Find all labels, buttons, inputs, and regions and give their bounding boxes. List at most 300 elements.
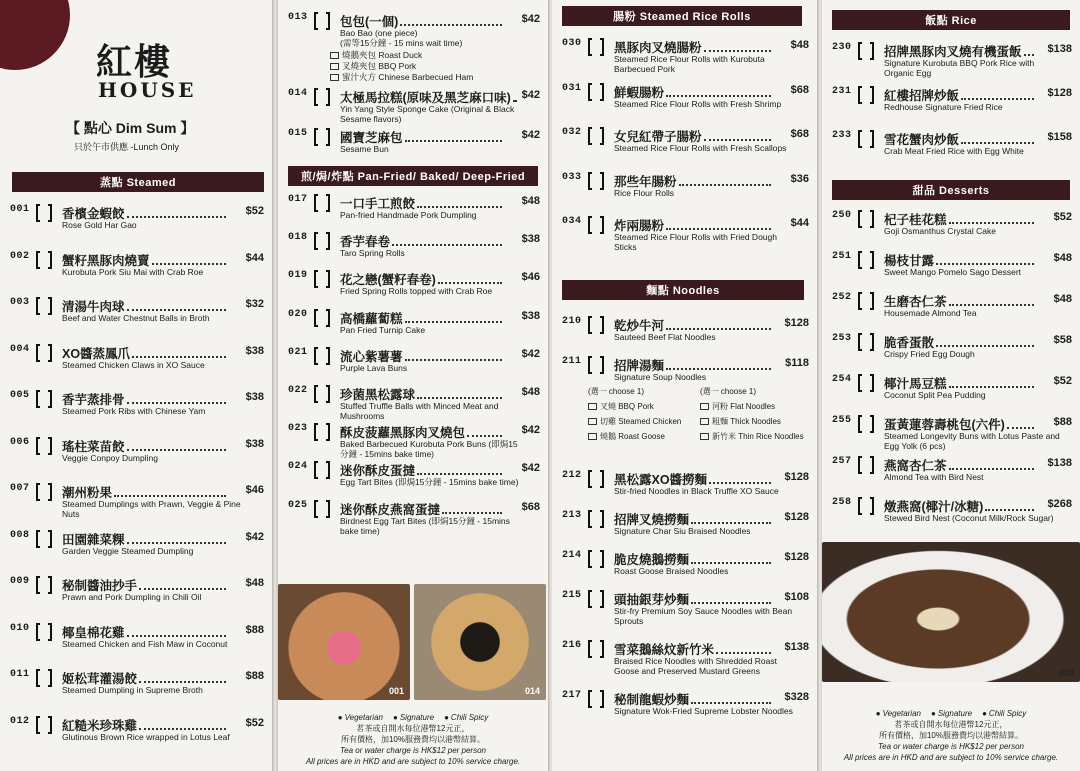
menu-item[interactable] bbox=[822, 42, 1080, 86]
item-name-en: Crab Meat Fried Rice with Egg White bbox=[884, 146, 1024, 156]
item-price: $58 bbox=[1053, 334, 1072, 346]
leader-dots bbox=[392, 238, 502, 246]
item-price: $128 bbox=[784, 511, 809, 523]
item-name-en: Sauteed Beef Flat Noodles bbox=[614, 332, 716, 342]
legend-vegetarian: ● Vegetarian bbox=[338, 712, 383, 723]
order-checkbox[interactable] bbox=[588, 127, 604, 145]
leader-dots bbox=[666, 222, 771, 230]
menu-item[interactable] bbox=[552, 510, 817, 554]
menu-item[interactable] bbox=[552, 590, 817, 634]
item-price: $42 bbox=[521, 347, 540, 360]
item-code: 251 bbox=[832, 251, 852, 262]
item-code: 254 bbox=[832, 374, 852, 385]
item-code: 019 bbox=[288, 270, 308, 282]
choice-option[interactable]: 河粉 Flat Noodles bbox=[700, 401, 804, 412]
leader-dots bbox=[132, 350, 226, 358]
item-name-en: Steamed Rice Flour Rolls with Fresh Scallops bbox=[614, 143, 787, 153]
menu-item[interactable] bbox=[0, 204, 272, 248]
item-name-en: Signature Char Siu Braised Noodles bbox=[614, 526, 751, 536]
menu-item[interactable] bbox=[0, 437, 272, 481]
item-name-zh: 香芋春卷 bbox=[340, 235, 391, 250]
item-name-en: Steamed Longevity Buns with Lotus Paste and Egg Yolk (6 pcs) bbox=[884, 431, 1060, 451]
item-name-en: Veggie Conpoy Dumpling bbox=[62, 452, 158, 463]
menu-item[interactable] bbox=[552, 550, 817, 594]
item-code: 008 bbox=[10, 529, 30, 541]
item-price: $38 bbox=[521, 233, 540, 246]
menu-item[interactable] bbox=[822, 333, 1080, 377]
menu-item[interactable] bbox=[552, 83, 817, 127]
item-name-en: Glutinous Brown Rice wrapped in Lotus Leaf bbox=[62, 731, 230, 742]
item-name-zh: 炸兩腸粉 bbox=[614, 219, 665, 233]
order-checkbox[interactable] bbox=[36, 576, 52, 594]
photo-number: 003 bbox=[1058, 668, 1074, 678]
item-name-zh: 鮮蝦腸粉 bbox=[614, 85, 665, 100]
leader-dots bbox=[691, 556, 771, 564]
section-steamed: 蒸點 Steamed bbox=[12, 172, 264, 192]
item-price: $128 bbox=[784, 317, 809, 329]
item-code: 034 bbox=[562, 216, 582, 227]
item-name-en: Stir-fried Noodles in Black Truffle XO Sauce bbox=[614, 486, 779, 496]
leader-dots bbox=[127, 396, 226, 404]
order-checkbox[interactable] bbox=[314, 128, 330, 146]
item-name-en: Rose Gold Har Gao bbox=[62, 220, 137, 230]
dimsum-title: 【 點心 Dim Sum 】 bbox=[66, 120, 195, 136]
order-checkbox[interactable] bbox=[36, 204, 52, 222]
item-price: $42 bbox=[521, 13, 540, 25]
item-name-zh: 紅樓招牌炒飯 bbox=[884, 89, 960, 103]
item-code: 002 bbox=[10, 250, 30, 262]
menu-item[interactable] bbox=[552, 172, 817, 216]
footer-panel-4 bbox=[828, 708, 1074, 763]
menu-item[interactable] bbox=[278, 88, 548, 124]
item-option[interactable]: 叉燒夾包 BBQ Pork bbox=[330, 61, 510, 71]
order-checkbox[interactable] bbox=[314, 385, 330, 403]
item-name-en: Almond Tea with Bird Nest bbox=[884, 472, 984, 482]
footer-zh-1: 茗茶或自開水每位港幣12元正， bbox=[894, 720, 1008, 729]
item-price: $38 bbox=[245, 391, 264, 403]
leader-dots bbox=[936, 339, 1034, 347]
item-name-en: Prawn and Pork Dumpling in Chili Oil bbox=[62, 592, 202, 602]
item-code: 030 bbox=[562, 38, 582, 49]
menu-item[interactable] bbox=[278, 500, 548, 544]
section-rice: 飯點 Rice bbox=[832, 10, 1070, 30]
item-name-zh: XO醬蒸鳳爪 bbox=[62, 346, 131, 361]
item-name-en: Garden Veggie Steamed Dumpling bbox=[62, 545, 194, 556]
order-checkbox[interactable] bbox=[858, 333, 874, 351]
item-name-en: Braised Rice Noodles with Shredded Roast Goose and Preserved Mustard Greens bbox=[614, 656, 778, 676]
menu-item[interactable] bbox=[822, 292, 1080, 336]
order-checkbox[interactable] bbox=[588, 172, 604, 190]
item-code: 012 bbox=[10, 715, 30, 727]
item-name-en: Stir-fry Premium Soy Sauce Noodles with Bean Sprouts bbox=[614, 606, 793, 626]
legend-vegetarian: ● Vegetarian bbox=[876, 708, 921, 719]
menu-item[interactable] bbox=[552, 316, 817, 360]
item-code: 025 bbox=[288, 499, 308, 511]
leader-dots bbox=[716, 646, 771, 654]
item-price: $38 bbox=[245, 344, 264, 357]
leader-dots bbox=[127, 210, 226, 218]
order-checkbox[interactable] bbox=[588, 470, 604, 488]
menu-item[interactable] bbox=[822, 374, 1080, 418]
footer-zh-2: 所有價格，加10%服務費均以港幣結算。 bbox=[340, 735, 485, 744]
menu-item[interactable] bbox=[822, 210, 1080, 254]
order-checkbox[interactable] bbox=[314, 232, 330, 250]
item-name-zh: 燉燕窩(椰汁/冰糖) bbox=[884, 500, 984, 514]
item-name-zh: 清湯牛肉球 bbox=[62, 300, 125, 314]
item-price: $158 bbox=[1047, 131, 1072, 143]
menu-item[interactable] bbox=[552, 640, 817, 684]
item-price: $52 bbox=[245, 205, 264, 217]
item-code: 258 bbox=[832, 497, 852, 508]
item-name-en: Goji Osmanthus Crystal Cake bbox=[884, 226, 996, 236]
legend bbox=[828, 708, 1074, 719]
menu-item[interactable] bbox=[552, 216, 817, 260]
item-name-en: Steamed Pork Ribs with Chinese Yam bbox=[62, 406, 206, 416]
item-name-en: Steamed Dumpling in Supreme Broth bbox=[62, 685, 203, 695]
order-checkbox[interactable] bbox=[314, 270, 330, 288]
menu-item[interactable] bbox=[0, 483, 272, 527]
item-name-zh: 珍菌黑松露球 bbox=[340, 388, 416, 402]
menu-item[interactable] bbox=[0, 251, 272, 295]
item-code: 015 bbox=[288, 128, 308, 139]
item-price: $328 bbox=[784, 691, 809, 703]
order-checkbox[interactable] bbox=[858, 42, 874, 60]
leader-dots bbox=[985, 503, 1034, 511]
item-code: 215 bbox=[562, 590, 582, 601]
item-code: 005 bbox=[10, 390, 30, 401]
order-checkbox[interactable] bbox=[314, 500, 330, 518]
item-code: 214 bbox=[562, 550, 582, 561]
order-checkbox[interactable] bbox=[36, 297, 52, 315]
order-checkbox[interactable] bbox=[588, 83, 604, 101]
item-price: $88 bbox=[1053, 416, 1072, 428]
menu-item[interactable] bbox=[0, 716, 272, 760]
leader-dots bbox=[1024, 48, 1034, 56]
item-price: $36 bbox=[790, 172, 809, 185]
menu-item[interactable] bbox=[822, 415, 1080, 459]
item-option[interactable]: 燒鵝夾包 Roast Duck bbox=[330, 50, 510, 60]
order-checkbox[interactable] bbox=[314, 423, 330, 441]
menu-item[interactable] bbox=[822, 456, 1080, 500]
menu-panel-2 bbox=[278, 0, 548, 771]
leader-dots bbox=[139, 675, 226, 683]
order-checkbox[interactable] bbox=[588, 590, 604, 608]
order-checkbox[interactable] bbox=[36, 344, 52, 362]
photo-dessert bbox=[822, 542, 1080, 682]
order-checkbox[interactable] bbox=[36, 390, 52, 408]
photo-har-gao bbox=[278, 584, 410, 700]
leader-dots bbox=[666, 89, 771, 97]
item-name-zh: 生磨杏仁茶 bbox=[884, 295, 947, 309]
order-checkbox[interactable] bbox=[36, 483, 52, 501]
choice-option[interactable]: 新竹米 Thin Rice Noodles bbox=[700, 431, 804, 442]
order-checkbox[interactable] bbox=[588, 510, 604, 528]
order-checkbox[interactable] bbox=[588, 316, 604, 334]
item-price: $38 bbox=[521, 309, 540, 322]
leader-dots bbox=[679, 178, 771, 186]
item-name-zh: 蟹籽黑豚肉燒賣 bbox=[62, 253, 150, 268]
order-checkbox[interactable] bbox=[858, 292, 874, 310]
item-name-zh: 頭抽銀芽炒麵 bbox=[614, 593, 690, 607]
item-name-zh: 黑豚肉叉燒腸粉 bbox=[614, 41, 702, 55]
leader-dots bbox=[936, 257, 1034, 265]
item-name-en: Roast Goose Braised Noodles bbox=[614, 566, 729, 576]
order-checkbox[interactable] bbox=[858, 251, 874, 269]
item-name-en: Bao Bao (one piece) bbox=[340, 28, 418, 38]
item-name-zh: 楊枝甘露 bbox=[884, 254, 935, 268]
item-name-zh: 秘制龍蝦炒麵 bbox=[614, 693, 690, 707]
leader-dots bbox=[467, 429, 502, 437]
item-name-zh: 流心紫薯薯 bbox=[340, 349, 403, 364]
item-code: 021 bbox=[288, 346, 308, 358]
leader-dots bbox=[127, 303, 226, 311]
item-price: $48 bbox=[790, 39, 809, 51]
photo-number: 001 bbox=[388, 686, 404, 696]
item-name-zh: 燕窩杏仁茶 bbox=[884, 459, 947, 473]
order-checkbox[interactable] bbox=[36, 437, 52, 455]
item-code: 217 bbox=[562, 690, 582, 701]
menu-item[interactable] bbox=[0, 297, 272, 341]
item-name-zh: 紅糙米珍珠雞 bbox=[62, 718, 138, 733]
section-rolls: 腸粉 Steamed Rice Rolls bbox=[562, 6, 802, 26]
leader-dots bbox=[139, 582, 226, 590]
choice-option[interactable]: 叉燒 BBQ Pork bbox=[588, 401, 681, 412]
legend-signature: ● Signature bbox=[393, 712, 434, 723]
legend bbox=[284, 712, 542, 723]
section-desserts: 甜品 Desserts bbox=[832, 180, 1070, 200]
item-code: 009 bbox=[10, 576, 30, 587]
order-checkbox[interactable] bbox=[314, 309, 330, 327]
item-name-en: Stewed Bird Nest (Coconut Milk/Rock Sugar) bbox=[884, 513, 1054, 523]
menu-item[interactable] bbox=[822, 86, 1080, 130]
leader-dots bbox=[139, 722, 226, 730]
order-checkbox[interactable] bbox=[588, 640, 604, 658]
item-code: 007 bbox=[10, 483, 30, 494]
item-name-zh: 招牌叉燒撈麵 bbox=[614, 513, 690, 527]
item-code: 013 bbox=[288, 12, 308, 23]
footer-zh-1: 茗茶或自開水每位港幣12元正， bbox=[356, 724, 470, 733]
item-name-en: Steamed Rice Flour Rolls with Fresh Shrimp bbox=[614, 98, 782, 109]
order-checkbox[interactable] bbox=[588, 216, 604, 234]
item-name-en: Beef and Water Chestnut Balls in Broth bbox=[62, 313, 210, 323]
item-name-en: Housemade Almond Tea bbox=[884, 308, 977, 318]
order-checkbox[interactable] bbox=[858, 86, 874, 104]
order-checkbox[interactable] bbox=[858, 497, 874, 515]
leader-dots bbox=[691, 516, 771, 524]
item-code: 010 bbox=[10, 622, 30, 634]
item-name-en: Egg Tart Bites (即焗15分鐘 - 15mins bake time) bbox=[340, 477, 519, 488]
leader-dots bbox=[405, 353, 502, 361]
leader-dots bbox=[949, 298, 1034, 306]
item-price: $32 bbox=[245, 298, 264, 310]
item-code: 257 bbox=[832, 456, 852, 467]
menu-item[interactable] bbox=[0, 669, 272, 713]
item-name-zh: 女兒紅帶子腸粉 bbox=[614, 130, 702, 144]
item-price: $42 bbox=[521, 89, 540, 101]
menu-item[interactable] bbox=[0, 530, 272, 574]
order-checkbox[interactable] bbox=[314, 461, 330, 479]
menu-item[interactable] bbox=[278, 12, 548, 84]
item-name-en: Steamed Rice Flour Rolls with Kurobuta Barbecued Pork bbox=[614, 54, 765, 74]
item-price: $52 bbox=[245, 716, 264, 729]
item-name-zh: 乾炒牛河 bbox=[614, 319, 665, 333]
menu-item[interactable] bbox=[552, 690, 817, 734]
menu-item[interactable] bbox=[822, 497, 1080, 541]
lunch-note: 只於午市供應 -Lunch Only bbox=[74, 142, 180, 152]
footer-en-1: Tea or water charge is HK$12 per person bbox=[339, 746, 486, 755]
item-name-zh: 秘制醬油抄手 bbox=[62, 579, 138, 593]
item-name-en: Sweet Mango Pomelo Sago Dessert bbox=[884, 267, 1022, 277]
choice-option[interactable]: 切雞 Steamed Chicken bbox=[588, 416, 681, 427]
item-code: 022 bbox=[288, 385, 308, 396]
item-name-zh: 椰汁馬豆糕 bbox=[884, 377, 947, 391]
item-name-zh: 那些年腸粉 bbox=[614, 174, 677, 189]
order-checkbox[interactable] bbox=[858, 210, 874, 228]
order-checkbox[interactable] bbox=[858, 415, 874, 433]
item-name-zh: 香芋蒸排骨 bbox=[62, 393, 125, 407]
item-name-en: Redhouse Signature Fried Rice bbox=[884, 102, 1003, 112]
item-price: $52 bbox=[1053, 375, 1072, 387]
menu-item[interactable] bbox=[0, 390, 272, 434]
leader-dots bbox=[961, 92, 1034, 100]
leader-dots bbox=[709, 476, 771, 484]
choice-title: (選一 choose 1) bbox=[700, 387, 757, 396]
leader-dots bbox=[127, 536, 226, 544]
leader-dots bbox=[691, 696, 771, 704]
leader-dots bbox=[417, 467, 502, 475]
order-checkbox[interactable] bbox=[314, 12, 330, 30]
item-name-zh: 迷你酥皮燕窩蛋撻 bbox=[340, 502, 441, 517]
item-price: $42 bbox=[521, 424, 540, 437]
legend-signature: ● Signature bbox=[931, 708, 972, 719]
item-price: $68 bbox=[790, 83, 809, 96]
leader-dots bbox=[114, 489, 226, 497]
order-checkbox[interactable] bbox=[314, 194, 330, 212]
choice-title: (選一 choose 1) bbox=[588, 387, 645, 396]
item-name-zh: 潮州粉果 bbox=[62, 486, 113, 500]
leader-dots bbox=[417, 391, 502, 399]
menu-item[interactable] bbox=[0, 623, 272, 667]
menu-item[interactable] bbox=[278, 128, 548, 164]
order-checkbox[interactable] bbox=[858, 456, 874, 474]
leader-dots bbox=[1007, 421, 1034, 429]
item-price: $138 bbox=[784, 641, 809, 653]
footer-zh-2: 所有價格，加10%服務費均以港幣結算。 bbox=[878, 731, 1023, 740]
item-name-zh: 酥皮菠蘿黑豚肉叉燒包 bbox=[340, 426, 466, 441]
item-price: $138 bbox=[1047, 43, 1072, 55]
leader-dots bbox=[949, 380, 1034, 388]
menu-item[interactable] bbox=[822, 130, 1080, 174]
item-price: $48 bbox=[245, 577, 264, 589]
order-checkbox[interactable] bbox=[858, 374, 874, 392]
item-note: (需等15分鐘 - 15 mins wait time) bbox=[340, 38, 463, 48]
item-code: 211 bbox=[562, 356, 582, 367]
choice-option[interactable]: 粗麵 Thick Noodles bbox=[700, 416, 804, 427]
item-code: 020 bbox=[288, 308, 308, 320]
legend-chili: ● Chili Spicy bbox=[982, 708, 1026, 719]
item-name-en: Yin Yang Style Sponge Cake (Original & Black Sesame flavors) bbox=[340, 104, 515, 124]
leader-dots bbox=[417, 200, 502, 208]
order-checkbox[interactable] bbox=[36, 669, 52, 687]
item-code: 255 bbox=[832, 415, 852, 426]
order-checkbox[interactable] bbox=[588, 550, 604, 568]
order-checkbox[interactable] bbox=[36, 530, 52, 548]
menu-item[interactable] bbox=[552, 127, 817, 171]
item-code: 230 bbox=[832, 42, 852, 53]
item-code: 024 bbox=[288, 461, 308, 473]
item-code: 231 bbox=[832, 86, 852, 97]
order-checkbox[interactable] bbox=[314, 88, 330, 106]
leader-dots bbox=[127, 629, 226, 637]
order-checkbox[interactable] bbox=[588, 356, 604, 374]
item-price: $42 bbox=[521, 462, 540, 475]
item-name-en: Pan Fried Turnip Cake bbox=[340, 324, 426, 335]
item-option[interactable]: 蜜汁火方 Chinese Barbecued Ham bbox=[330, 72, 510, 82]
logo-chinese: 紅樓 bbox=[96, 41, 173, 83]
footer-en-2: All prices are in HKD and are subject to 10% service charge. bbox=[305, 757, 521, 766]
menu-item[interactable] bbox=[0, 344, 272, 388]
menu-item[interactable] bbox=[0, 576, 272, 620]
item-name-zh: 太極馬拉糕(原味及黑芝麻口味) bbox=[340, 91, 511, 105]
menu-item[interactable] bbox=[552, 38, 817, 82]
item-code: 006 bbox=[10, 436, 30, 448]
item-name-en: Signature Soup Noodles bbox=[614, 372, 707, 382]
leader-dots bbox=[704, 44, 771, 52]
item-code: 213 bbox=[562, 510, 582, 521]
item-price: $52 bbox=[1053, 211, 1072, 223]
leader-dots bbox=[438, 276, 502, 284]
item-name-zh: 招牌黑豚肉叉燒有機蛋飯 bbox=[884, 45, 1022, 59]
order-checkbox[interactable] bbox=[36, 623, 52, 641]
item-code: 031 bbox=[562, 82, 582, 94]
choice-option[interactable]: 燒鵝 Roast Goose bbox=[588, 431, 681, 442]
item-name-zh: 姬松茸灌湯餃 bbox=[62, 672, 138, 686]
item-price: $44 bbox=[790, 217, 809, 229]
leader-dots bbox=[666, 322, 771, 330]
choice-noodle bbox=[700, 386, 804, 442]
item-name-en: Signature Kurobuta BBQ Pork Rice with Organic Egg bbox=[884, 58, 1035, 78]
item-code: 210 bbox=[562, 316, 582, 327]
item-name-en: Steamed Rice Flour Rolls with Fried Dough Sticks bbox=[614, 232, 777, 252]
item-name-zh: 國寶芝麻包 bbox=[340, 131, 403, 145]
item-name-en: Steamed Chicken and Fish Maw in Coconut bbox=[62, 638, 228, 649]
order-checkbox[interactable] bbox=[588, 38, 604, 56]
item-code: 250 bbox=[832, 210, 852, 221]
menu-item[interactable] bbox=[552, 470, 817, 514]
item-name-zh: 瑤柱菜苗餃 bbox=[62, 439, 125, 454]
leader-dots bbox=[949, 462, 1034, 470]
order-checkbox[interactable] bbox=[36, 716, 52, 734]
menu-panel-1 bbox=[0, 0, 272, 771]
menu-panel-3 bbox=[552, 0, 817, 771]
legend-chili: ● Chili Spicy bbox=[444, 712, 488, 723]
order-checkbox[interactable] bbox=[314, 347, 330, 365]
leader-dots bbox=[961, 136, 1034, 144]
item-price: $38 bbox=[245, 437, 264, 450]
item-price: $46 bbox=[245, 484, 264, 496]
order-checkbox[interactable] bbox=[858, 130, 874, 148]
photo-number: 014 bbox=[524, 686, 540, 696]
footer-panel-2 bbox=[284, 712, 542, 767]
order-checkbox[interactable] bbox=[588, 690, 604, 708]
item-code: 212 bbox=[562, 470, 582, 481]
item-name-en: Rice Flour Rolls bbox=[614, 187, 674, 198]
item-code: 003 bbox=[10, 297, 30, 308]
item-price: $118 bbox=[785, 357, 809, 369]
menu-item[interactable] bbox=[822, 251, 1080, 295]
leader-dots bbox=[442, 506, 502, 514]
order-checkbox[interactable] bbox=[36, 251, 52, 269]
